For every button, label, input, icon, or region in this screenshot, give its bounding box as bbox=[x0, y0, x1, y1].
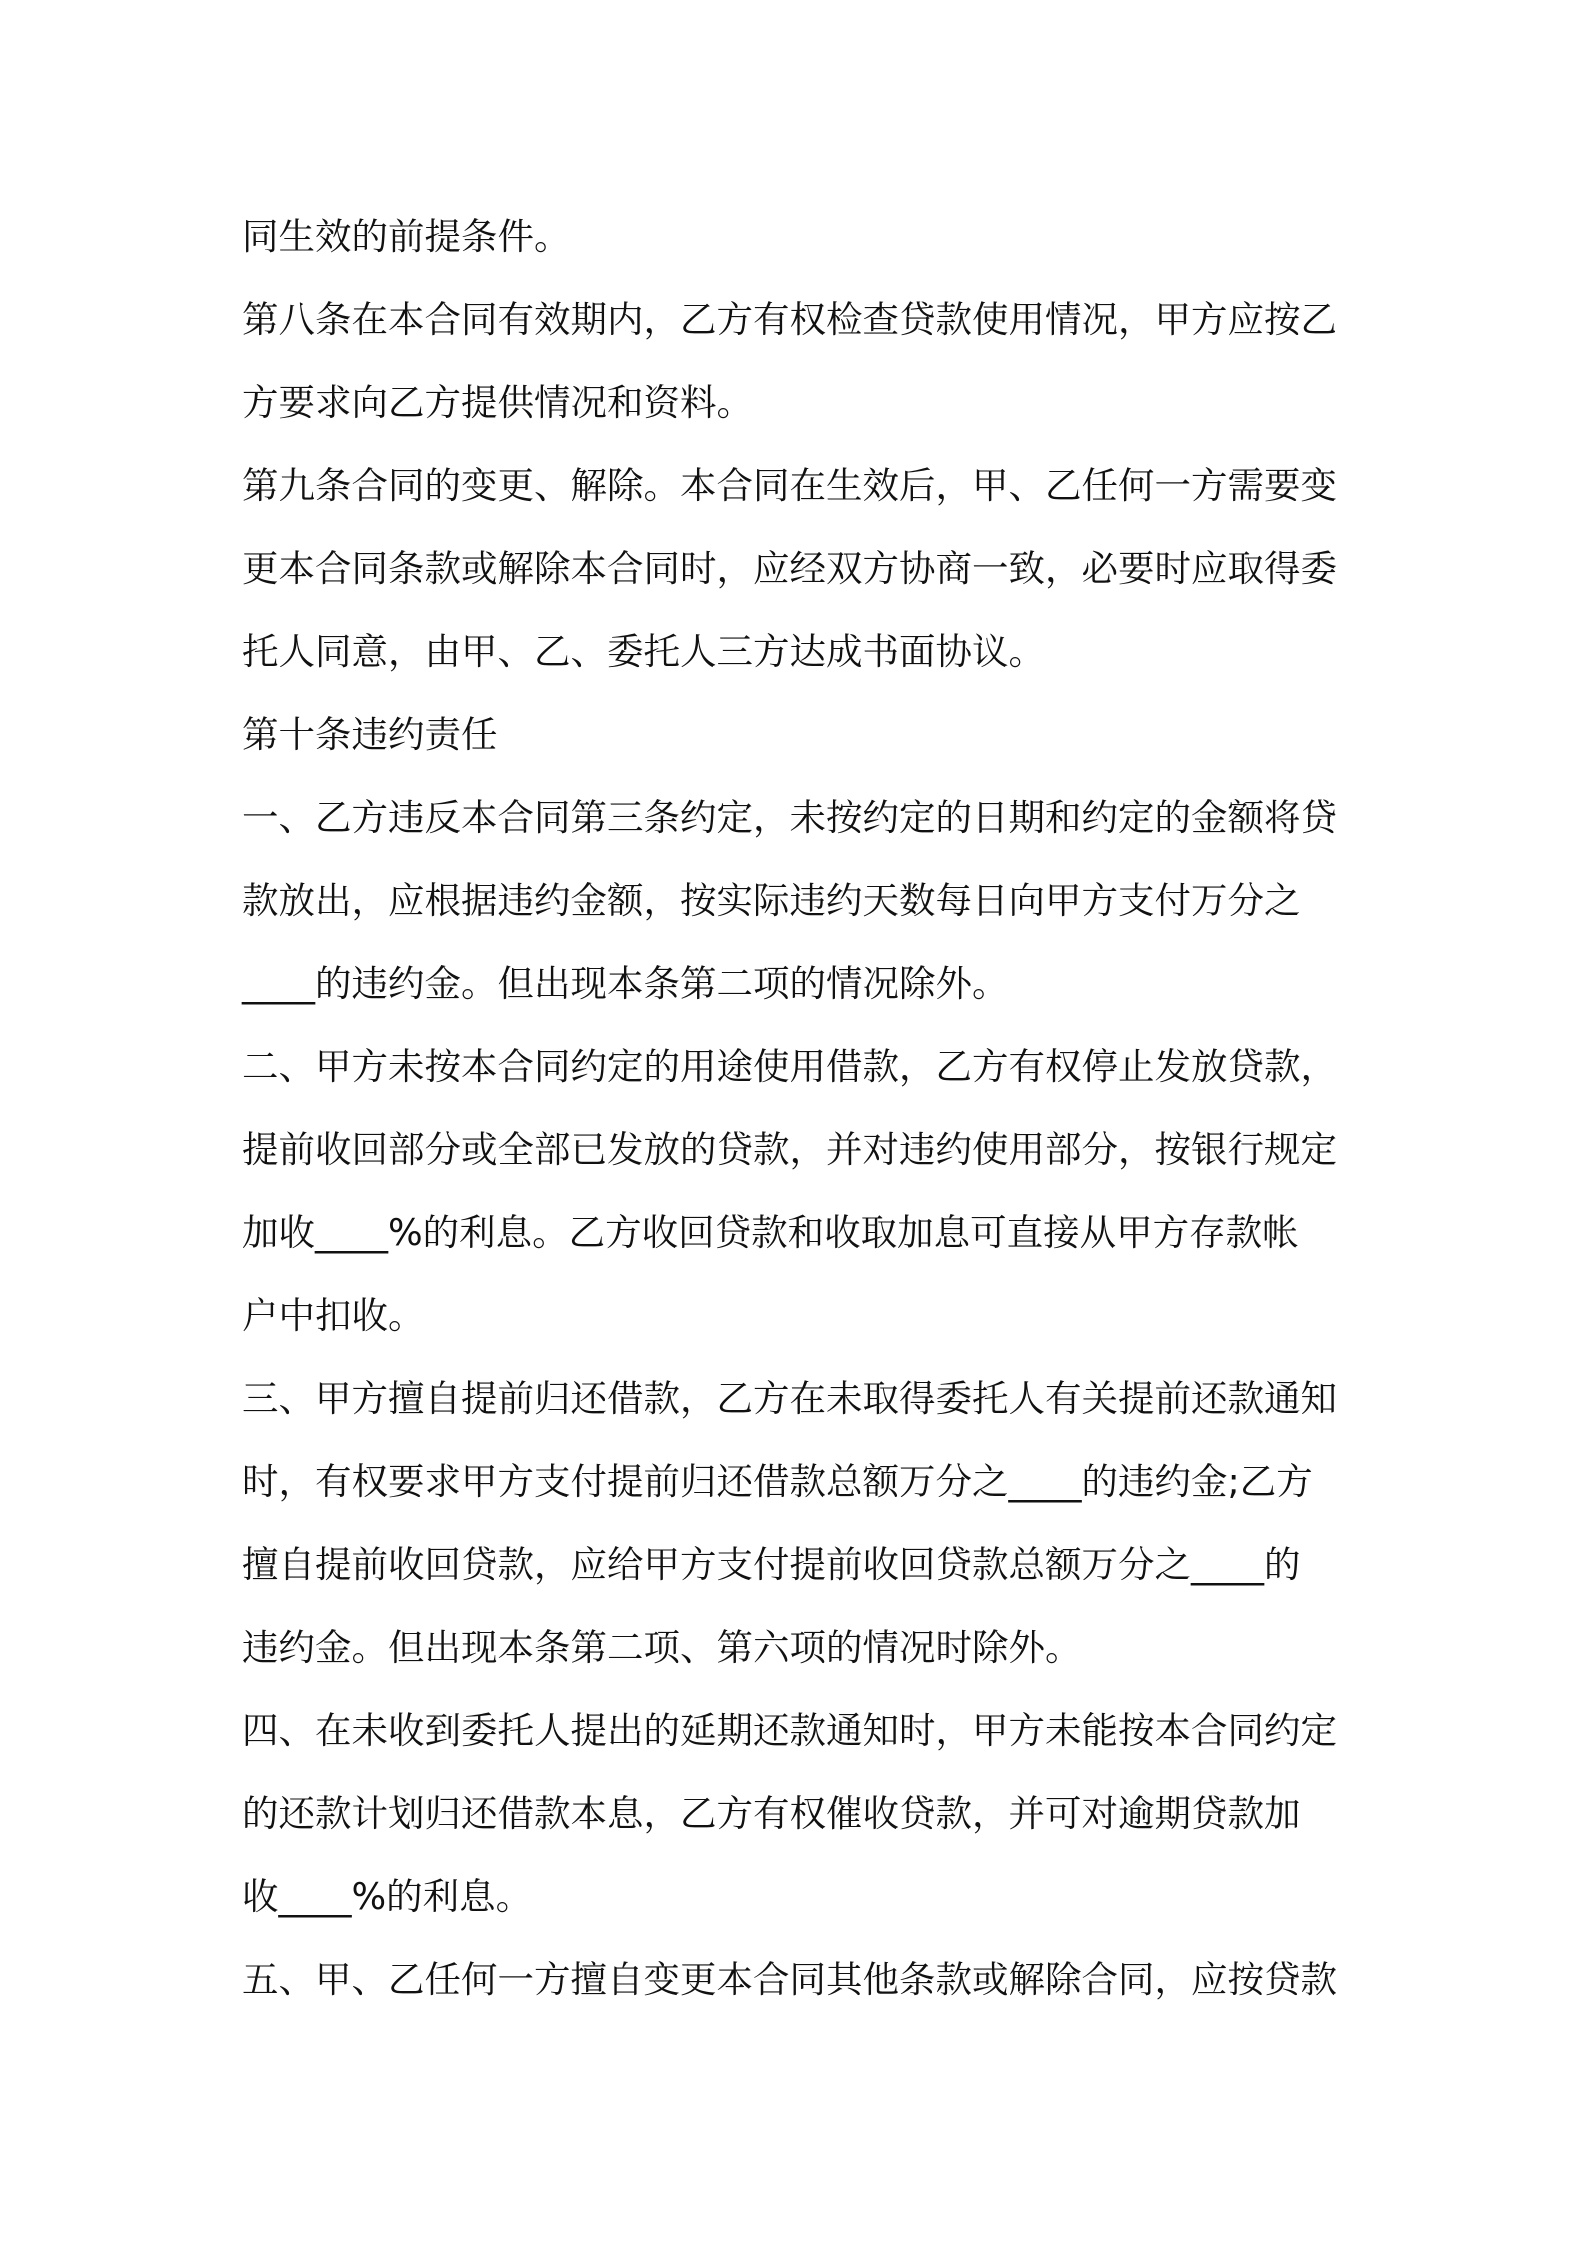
text-line: 托人同意，由甲、乙、委托人三方达成书面协议。 bbox=[242, 630, 1045, 673]
text-line: 款放出，应根据违约金额，按实际违约天数每日向甲方支付万分之 bbox=[242, 879, 1301, 922]
text-line: 提前收回部分或全部已发放的贷款，并对违约使用部分，按银行规定 bbox=[242, 1128, 1337, 1171]
text-line: 户中扣收。 bbox=[242, 1294, 425, 1337]
text-line: 擅自提前收回贷款，应给甲方支付提前收回贷款总额万分之____的 bbox=[242, 1543, 1301, 1586]
text-line: 更本合同条款或解除本合同时，应经双方协商一致，必要时应取得委 bbox=[242, 547, 1337, 590]
text-line: 五、甲、乙任何一方擅自变更本合同其他条款或解除合同，应按贷款 bbox=[242, 1958, 1337, 2001]
text-line: 二、甲方未按本合同约定的用途使用借款，乙方有权停止发放贷款， bbox=[242, 1045, 1337, 1088]
text-line: 同生效的前提条件。 bbox=[242, 215, 571, 258]
contract-text bbox=[242, 195, 1352, 2021]
text-line: 方要求向乙方提供情况和资料。 bbox=[242, 381, 753, 424]
text-line: 三、甲方擅自提前归还借款，乙方在未取得委托人有关提前还款通知 bbox=[242, 1377, 1337, 1420]
text-line: 一、乙方违反本合同第三条约定，未按约定的日期和约定的金额将贷 bbox=[242, 796, 1337, 839]
text-line: 收____%的利息。 bbox=[242, 1875, 533, 1918]
text-line: 第九条合同的变更、解除。本合同在生效后，甲、乙任何一方需要变 bbox=[242, 464, 1337, 507]
text-line: 第八条在本合同有效期内，乙方有权检查贷款使用情况，甲方应按乙 bbox=[242, 298, 1337, 341]
text-line: 的还款计划归还借款本息，乙方有权催收贷款，并可对逾期贷款加 bbox=[242, 1792, 1301, 1835]
text-line: 违约金。但出现本条第二项、第六项的情况时除外。 bbox=[242, 1626, 1082, 1669]
text-line: 时，有权要求甲方支付提前归还借款总额万分之____的违约金;乙方 bbox=[242, 1460, 1313, 1503]
text-line: 加收____%的利息。乙方收回贷款和收取加息可直接从甲方存款帐 bbox=[242, 1211, 1299, 1254]
text-line: 四、在未收到委托人提出的延期还款通知时，甲方未能按本合同约定 bbox=[242, 1709, 1337, 1752]
text-line: ____的违约金。但出现本条第二项的情况除外。 bbox=[242, 962, 1009, 1005]
section-heading: 第十条违约责任 bbox=[242, 713, 498, 756]
